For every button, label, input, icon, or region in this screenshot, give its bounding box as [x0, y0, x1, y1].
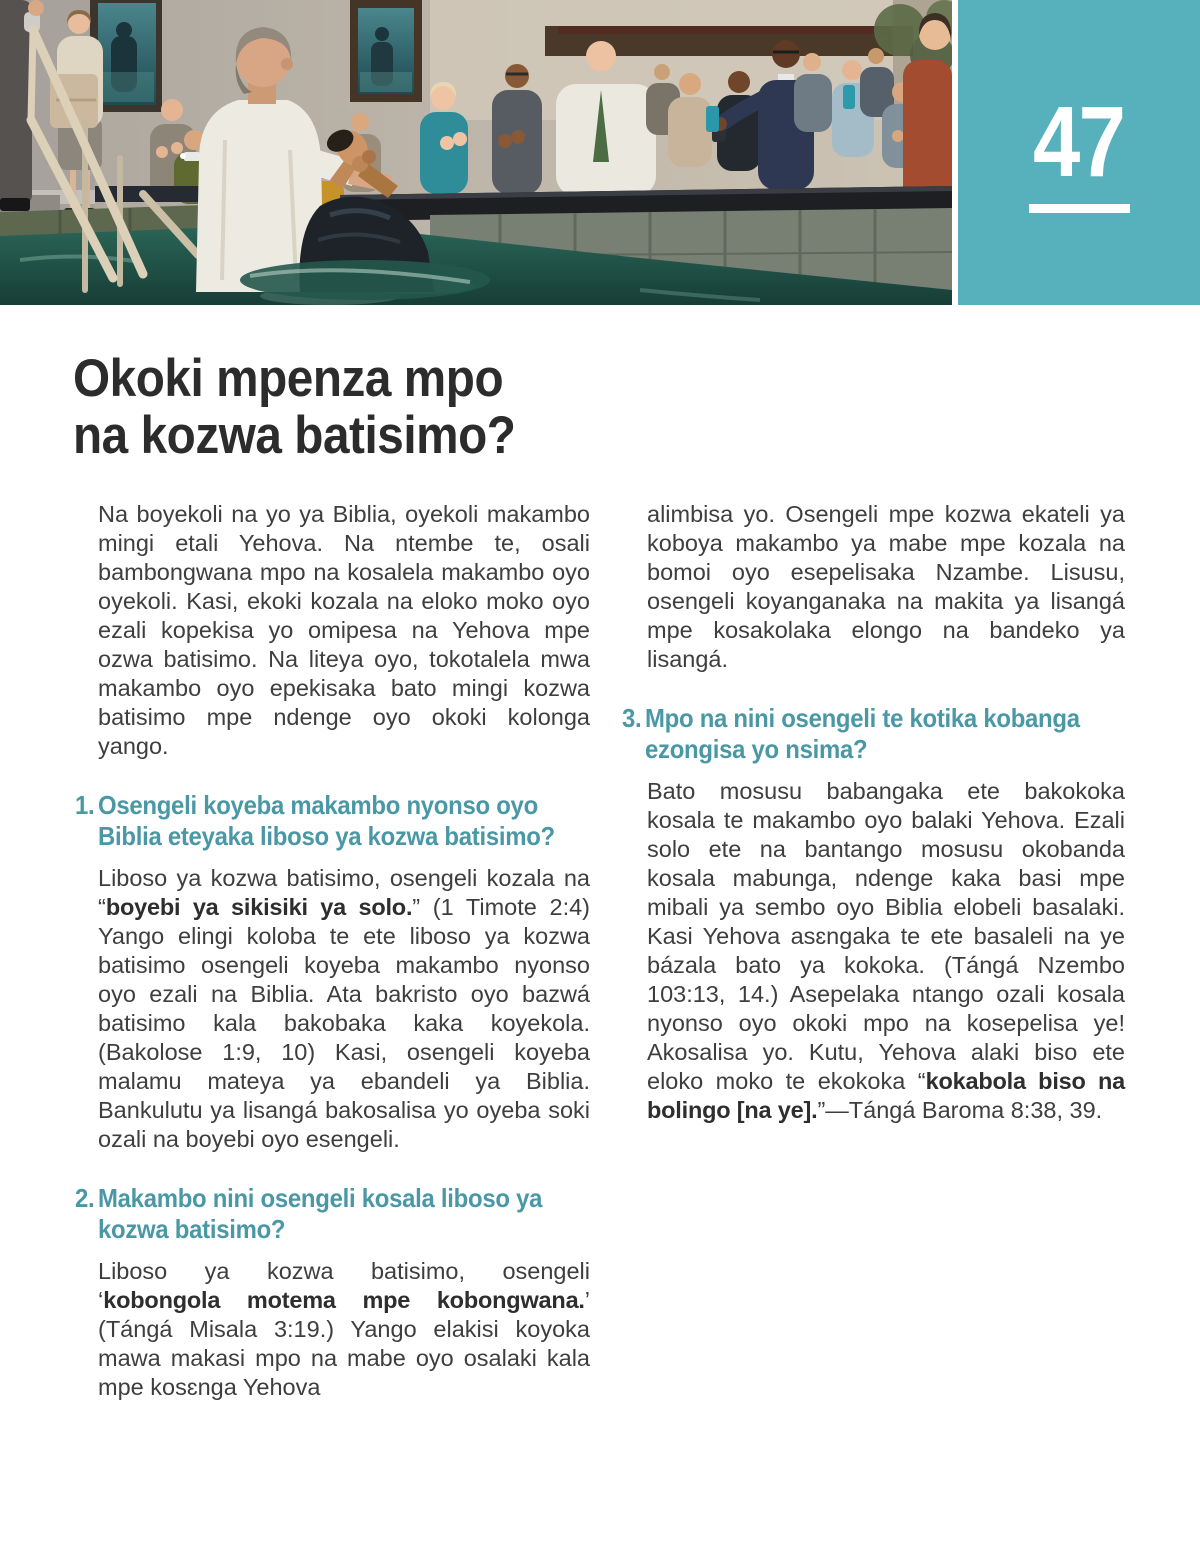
page-title: [73, 350, 515, 464]
question-1-number: 1.: [75, 790, 95, 820]
question-3-heading: [622, 703, 1126, 765]
question-3-text: Mpo na nini osengeli te kotika kobanga ezongisa yo nsima?: [645, 703, 1080, 764]
question-1-text: Osengeli koyeba makambo nyonso oyo Biblia eteyaka liboso ya kozwa batisimo?: [98, 790, 555, 851]
answer-paragraph-2-continued: alimbisa yo. Osengeli mpe kozwa ekateli ya koboya makambo ya mabe mpe kozala na bomoi oyo esepelisaka Nzambe. Lisusu, osengeli koyanganaka na makita ya lisangá mpe kosakolaka elongo na bandeko ya lisangá.: [647, 501, 1125, 672]
tv-screen-right: [350, 0, 422, 102]
column-left: [75, 500, 590, 1402]
question-2-text: Makambo nini osengeli kosala liboso ya kozwa batisimo?: [98, 1183, 543, 1244]
question-1-heading: [75, 790, 590, 852]
content-columns: [75, 500, 1128, 1402]
page-title-line-1: Okoki mpenza mpo: [73, 349, 504, 408]
answer-paragraph-1: Liboso ya kozwa batisimo, osengeli kozala na “boyebi ya sikisiki ya solo.” (1 Timote 2:4) Yango elingi koloba te ete liboso ya kozwa batisimo osengeli koyeba makambo nyonso oyo ezali na Biblia. Ata bakristo oyo bazwá batisimo kala bakobaka kaka koyekola. (Bakolose 1:9, 10) Kasi, osengeli koyeba malamu mateya ya ebandeli ya Biblia. Bankulutu ya lisangá bakosalisa yo oyeba soki ozali na boyebi oyo esengeli.: [98, 865, 590, 1152]
column-right: [622, 500, 1125, 1125]
chapter-number-underline: [1029, 204, 1130, 213]
page-title-line-2: na kozwa batisimo?: [73, 406, 516, 465]
chapter-photo: [0, 0, 952, 305]
chapter-number-box: [958, 0, 1200, 305]
answer-paragraph-3: Bato mosusu babangaka ete bakokoka kosala te makambo oyo balaki Yehova. Ezali solo ete na bantango mosusu okobanda kosala mabunga, ndenge kaka basi mpe mibali ya sembo oyo Biblia elobeli basalaki. Kasi Yehova asɛngaka te ete basaleli na ye bázala bato ya kokoka. (Tángá Nzembo 103:13, 14.) Asepelaka ntango ozali kosala nyonso oyo okoki mpo na kosepelisa ye! Akosalisa yo. Kutu, Yehova alaki biso ete eloko moko te ekokoka “kokabola biso na bolingo [na ye].”—Tángá Baroma 8:38, 39.: [647, 778, 1125, 1123]
answer-paragraph-2: Liboso ya kozwa batisimo, osengeli ‘kobongola motema mpe kobongwana.’ (Tángá Misala 3:19.) Yango elakisi koyoka mawa makasi mpo na mabe oyo osalaki kala mpe kosɛnga Yehova: [98, 1258, 590, 1400]
baptism-photo-illustration: [0, 0, 952, 305]
intro-paragraph: Na boyekoli na yo ya Biblia, oyekoli makambo mingi etali Yehova. Na ntembe te, osali bambongwana mpo na kosalela makambo oyo oyekoli. Kasi, ekoki kozala na eloko moko oyo ezali kopekisa yo omipesa na Yehova mpe ozwa batisimo. Na liteya oyo, tokotalela mwa makambo oyo epekisaka bato mingi kozwa batisimo mpe ndenge oyo okoki kolonga yango.: [98, 501, 590, 759]
question-2-heading: [75, 1183, 590, 1245]
question-3-number: 3.: [622, 703, 642, 733]
question-2-number: 2.: [75, 1183, 95, 1213]
chapter-number: 47: [1033, 86, 1125, 198]
